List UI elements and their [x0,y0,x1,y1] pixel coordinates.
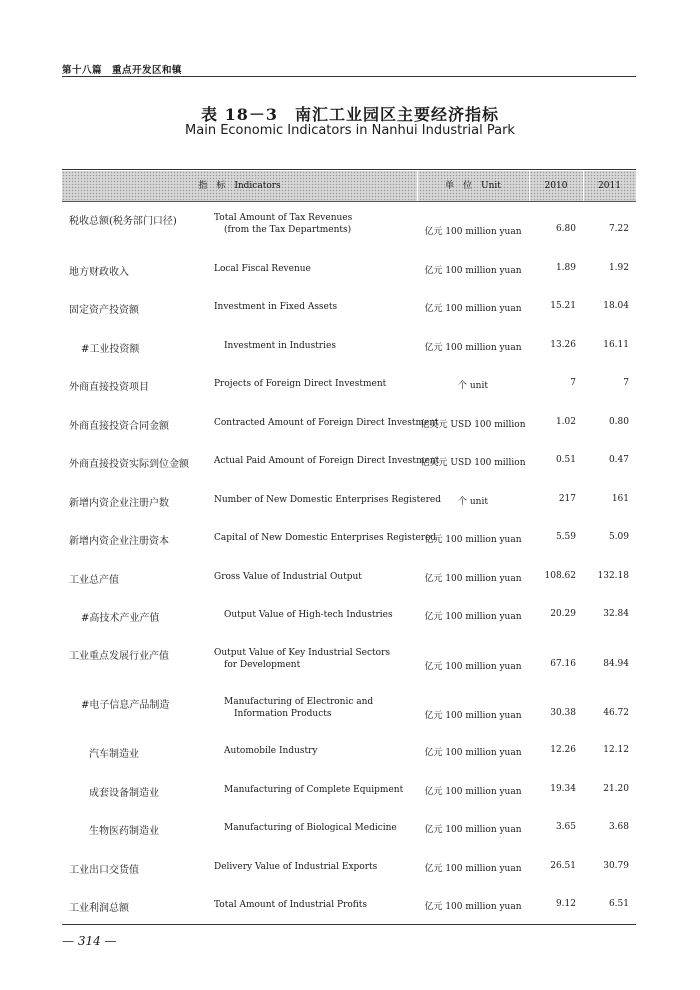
indicator-chinese: 地方财政收入 [69,267,129,278]
unit-cell: 亿元 100 million yuan [424,612,522,622]
unit-cell: 个 unit [458,381,488,391]
indicator-english: Output Value of Key Industrial Sectors [214,648,391,658]
value-2010: 13.26 [550,340,576,350]
indicator-chinese: 新增内资企业注册户数 [69,498,169,509]
indicator-chinese: 工业重点发展行业产值 [69,651,169,662]
indicator-english: Total Amount of Tax Revenues [214,213,353,223]
indicator-english: Manufacturing of Electronic and [224,697,374,707]
unit-cell: 亿元 100 million yuan [424,748,522,758]
value-2011: 30.79 [603,861,629,871]
value-2010: 19.34 [550,784,576,794]
indicator-chinese: #电子信息产品制造 [81,700,170,711]
table-header [62,171,636,202]
indicator-english: Delivery Value of Industrial Exports [214,862,378,872]
unit-cell: 亿元 100 million yuan [424,266,522,276]
indicator-english: Investment in Fixed Assets [214,302,338,312]
unit-cell: 亿美元 USD 100 million [420,420,526,430]
value-2010: 5.59 [555,532,576,542]
value-2011: 32.84 [603,609,629,619]
unit-cell: 个 unit [458,497,488,507]
indicator-english: Number of New Domestic Enterprises Registered [214,495,442,505]
header-unit: 单 位 Unit [445,181,501,191]
value-2011: 0.80 [608,417,629,427]
value-2011: 46.72 [603,708,629,718]
indicator-english: Total Amount of Industrial Profits [214,900,368,910]
indicator-english: for Development [224,660,301,670]
value-2010: 30.38 [550,708,576,718]
unit-cell: 亿元 100 million yuan [424,662,522,672]
indicator-english: Contracted Amount of Foreign Direct Investment [214,418,439,428]
table-title-chinese: 表 18－3 南汇工业园区主要经济指标 [201,105,499,124]
value-2011: 0.47 [608,455,629,465]
table-top-rule [62,169,636,170]
unit-cell: 亿元 100 million yuan [424,787,522,797]
indicator-english: Manufacturing of Complete Equipment [224,785,404,795]
value-2010: 7 [570,378,576,388]
indicator-chinese: 工业利润总额 [69,903,129,914]
indicator-english: Gross Value of Industrial Output [214,572,362,582]
value-2010: 1.89 [555,263,576,273]
indicator-chinese: #工业投资额 [81,344,140,355]
value-2010: 3.65 [555,822,576,832]
indicator-chinese: 生物医药制造业 [89,826,159,837]
indicator-chinese: 成套设备制造业 [89,788,159,799]
indicator-chinese: 外商直接投资项目 [69,382,149,393]
unit-cell: 亿元 100 million yuan [424,864,522,874]
unit-cell: 亿元 100 million yuan [424,304,522,314]
indicator-chinese: 外商直接投资合同金额 [69,421,169,432]
value-2010: 12.26 [550,745,576,755]
unit-cell: 亿元 100 million yuan [424,574,522,584]
page-number: — 314 — [62,934,117,948]
indicator-english: (from the Tax Departments) [224,225,352,235]
value-2011: 6.51 [608,899,629,909]
value-2011: 7.22 [608,224,629,234]
indicator-chinese: 新增内资企业注册资本 [69,536,169,547]
value-2010: 9.12 [555,899,576,909]
header-2011: 2011 [598,181,621,191]
value-2010: 108.62 [544,571,576,581]
indicator-english: Projects of Foreign Direct Investment [214,379,387,389]
value-2010: 1.02 [555,417,576,427]
running-head: 第十八篇 重点开发区和镇 [62,65,183,76]
unit-cell: 亿元 100 million yuan [424,711,522,721]
header-rule [62,76,636,77]
value-2011: 3.68 [608,822,629,832]
unit-cell: 亿元 100 million yuan [424,902,522,912]
value-2011: 1.92 [608,263,629,273]
value-2010: 6.80 [555,224,576,234]
value-2011: 5.09 [608,532,629,542]
value-2011: 161 [611,494,629,504]
indicator-chinese: 工业出口交货值 [69,865,139,876]
indicator-english: Capital of New Domestic Enterprises Registered [214,533,437,543]
table-bottom-rule [62,924,636,925]
unit-cell: 亿元 100 million yuan [424,825,522,835]
indicator-english: Local Fiscal Revenue [214,264,311,274]
value-2010: 26.51 [550,861,576,871]
header-2010: 2010 [544,181,568,191]
value-2010: 15.21 [550,301,576,311]
indicator-english: Investment in Industries [224,341,336,351]
indicator-chinese: 固定资产投资额 [69,305,139,316]
indicator-chinese: 汽车制造业 [89,749,139,760]
value-2011: 16.11 [603,340,629,350]
unit-cell: 亿元 100 million yuan [424,227,522,237]
value-2011: 12.12 [603,745,629,755]
indicator-chinese: 工业总产值 [69,575,119,586]
value-2010: 67.16 [550,659,576,669]
indicator-chinese: 税收总额(税务部门口径) [69,216,177,227]
value-2011: 7 [623,378,629,388]
header-indicators: 指 标 Indicators [198,181,281,191]
indicator-english: Information Products [234,709,332,719]
indicator-chinese: #高技术产业产值 [81,613,160,624]
value-2011: 132.18 [597,571,629,581]
indicator-english: Output Value of High-tech Industries [224,610,393,620]
value-2011: 21.20 [603,784,629,794]
table-title-english: Main Economic Indicators in Nanhui Industrial Park [185,123,515,138]
indicator-english: Automobile Industry [224,746,318,756]
value-2010: 20.29 [550,609,576,619]
value-2011: 84.94 [603,659,629,669]
unit-cell: 亿元 100 million yuan [424,535,522,545]
indicator-english: Manufacturing of Biological Medicine [224,823,397,833]
value-2010: 217 [558,494,576,504]
value-2010: 0.51 [555,455,576,465]
unit-cell: 亿美元 USD 100 million [420,458,526,468]
unit-cell: 亿元 100 million yuan [424,343,522,353]
indicator-english: Actual Paid Amount of Foreign Direct Investment [214,456,440,466]
indicator-chinese: 外商直接投资实际到位金额 [69,459,189,470]
value-2011: 18.04 [603,301,629,311]
